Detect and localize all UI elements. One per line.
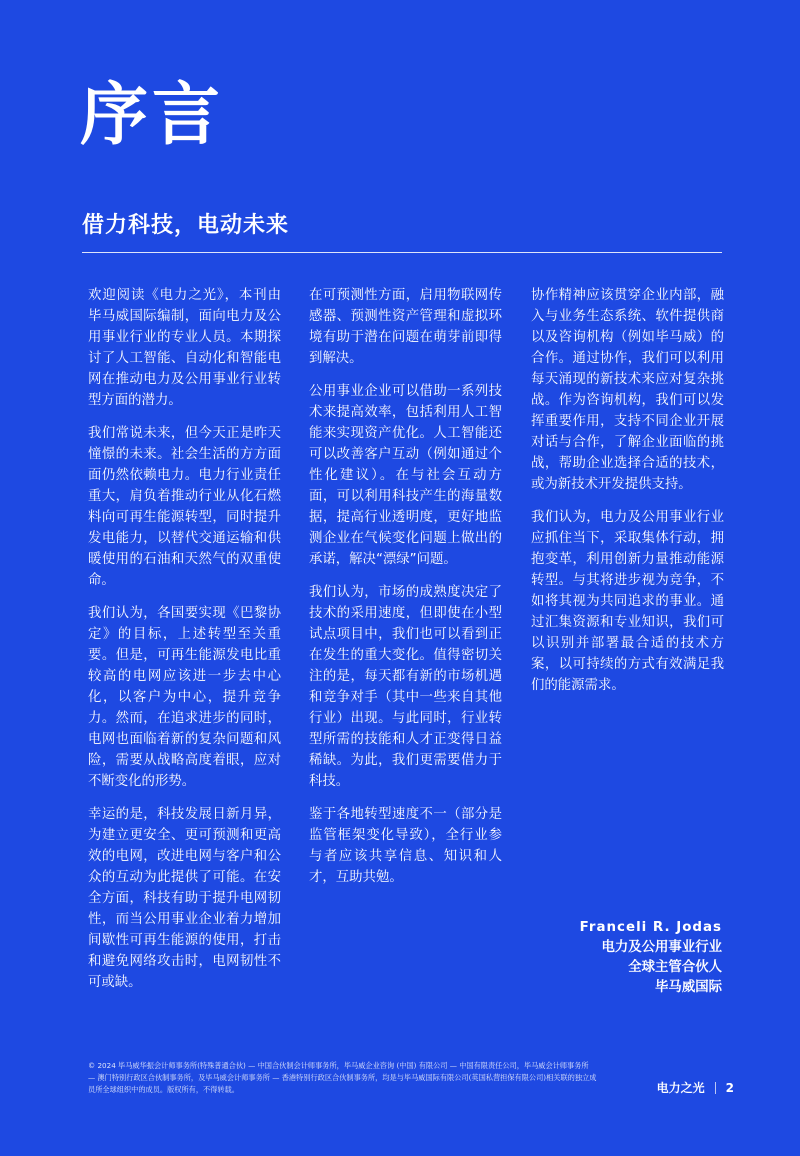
page-title: 序言: [80, 76, 225, 155]
paragraph: 公用事业企业可以借助一系列技术来提高效率，包括利用人工智能来实现资产优化。人工智能还可以改善客户互动（例如通过个性化建议）。在与社会互动方面，可以利用科技产生的海量数据，提高行业透明度，更好地监测企业在气候变化问题上做出的承诺，解决“漂绿”问题。: [309, 384, 502, 567]
paragraph: 我们认为，电力及公用事业行业应抓住当下，采取集体行动，拥抱变革，利用创新力量推动能源转型。与其将进步视为竞争，不如将其视为共同追求的事业。通过汇集资源和专业知识，我们可以识别并部署最合适的技术方案，以可持续的方式有效满足我们的能源需求。: [531, 510, 724, 693]
signature-org: 毕马威国际: [655, 980, 722, 995]
text-column-2: [309, 285, 502, 900]
paragraph: 在可预测性方面，启用物联网传感器、预测性资产管理和虚拟环境有助于潜在问题在萌芽前即得到解决。: [309, 288, 502, 366]
paragraph: 我们常说未来，但今天正是昨天憧憬的未来。社会生活的方方面面仍然依赖电力。电力行业责任重大，肩负着推动行业从化石燃料向可再生能源转型，同时提升发电能力，以替代交通运输和供暖使用的石油和天然气的双重使命。: [88, 426, 281, 588]
signature-block: [580, 918, 722, 998]
signature-name: Franceli R. Jodas: [579, 920, 722, 935]
text-column-3: [531, 285, 724, 708]
page-footer: [657, 1079, 734, 1096]
signature-role: 全球主管合伙人: [628, 960, 722, 975]
signature-title: 电力及公用事业行业: [601, 940, 722, 955]
paragraph: 我们认为，市场的成熟度决定了技术的采用速度，但即使在小型试点项目中，我们也可以看到正在发生的重大变化。值得密切关注的是，每天都有新的市场机遇和竞争对手（其中一些来自其他行业）出现。与此同时，行业转型所需的技能和人才正变得日益稀缺。为此，我们更需要借力于科技。: [309, 585, 502, 789]
paragraph: 幸运的是，科技发展日新月异，为建立更安全、更可预测和更高效的电网，改进电网与客户和公众的互动为此提供了可能。在安全方面，科技有助于提升电网韧性，而当公用事业企业着力增加间歇性可再生能源的使用，打击和避免网络攻击时，电网韧性不可或缺。: [88, 807, 281, 990]
publication-name: 电力之光: [656, 1081, 705, 1095]
section-subtitle: 借力科技，电动未来: [82, 213, 290, 238]
divider: [82, 252, 722, 253]
text-column-1: [88, 285, 281, 1005]
page-number: 2: [725, 1080, 734, 1095]
separator: [715, 1082, 716, 1094]
paragraph: 欢迎阅读《电力之光》，本刊由毕马威国际编制，面向电力及公用事业行业的专业人员。本期探讨了人工智能、自动化和智能电网在推动电力及公用事业行业转型方面的潜力。: [88, 288, 281, 408]
paragraph: 我们认为，各国要实现《巴黎协定》的目标，上述转型至关重要。但是，可再生能源发电比重较高的电网应该进一步去中心化，以客户为中心，提升竞争力。然而，在追求进步的同时，电网也面临着新的复杂问题和风险，需要从战略高度着眼，应对不断变化的形势。: [88, 606, 281, 789]
paragraph: 鉴于各地转型速度不一（部分是监管框架变化导致），全行业参与者应该共享信息、知识和人才，互助共勉。: [309, 807, 502, 885]
copyright-footer: © 2024 毕马威华振会计师事务所(特殊普通合伙) — 中国合伙制会计师事务所，毕马威企业咨询 (中国) 有限公司 — 中国有限责任公司，毕马威会计师事务所 — 澳门特别行政区合伙制事务所，及毕马威会计师事务所 — 香港特别行政区合伙制事务所，均是与毕马威国际有限公司(英国私营担保有限公司)相关联的独立成员所全球组织中的成员。版权所有，不得转载。: [88, 1061, 597, 1094]
paragraph: 协作精神应该贯穿企业内部，融入与业务生态系统、软件提供商以及咨询机构（例如毕马威）的合作。通过协作，我们可以利用每天涌现的新技术来应对复杂挑战。作为咨询机构，我们可以发挥重要作用，支持不同企业开展对话与合作，了解企业面临的挑战，帮助企业选择合适的技术，或为新技术开发提供支持。: [531, 288, 724, 492]
